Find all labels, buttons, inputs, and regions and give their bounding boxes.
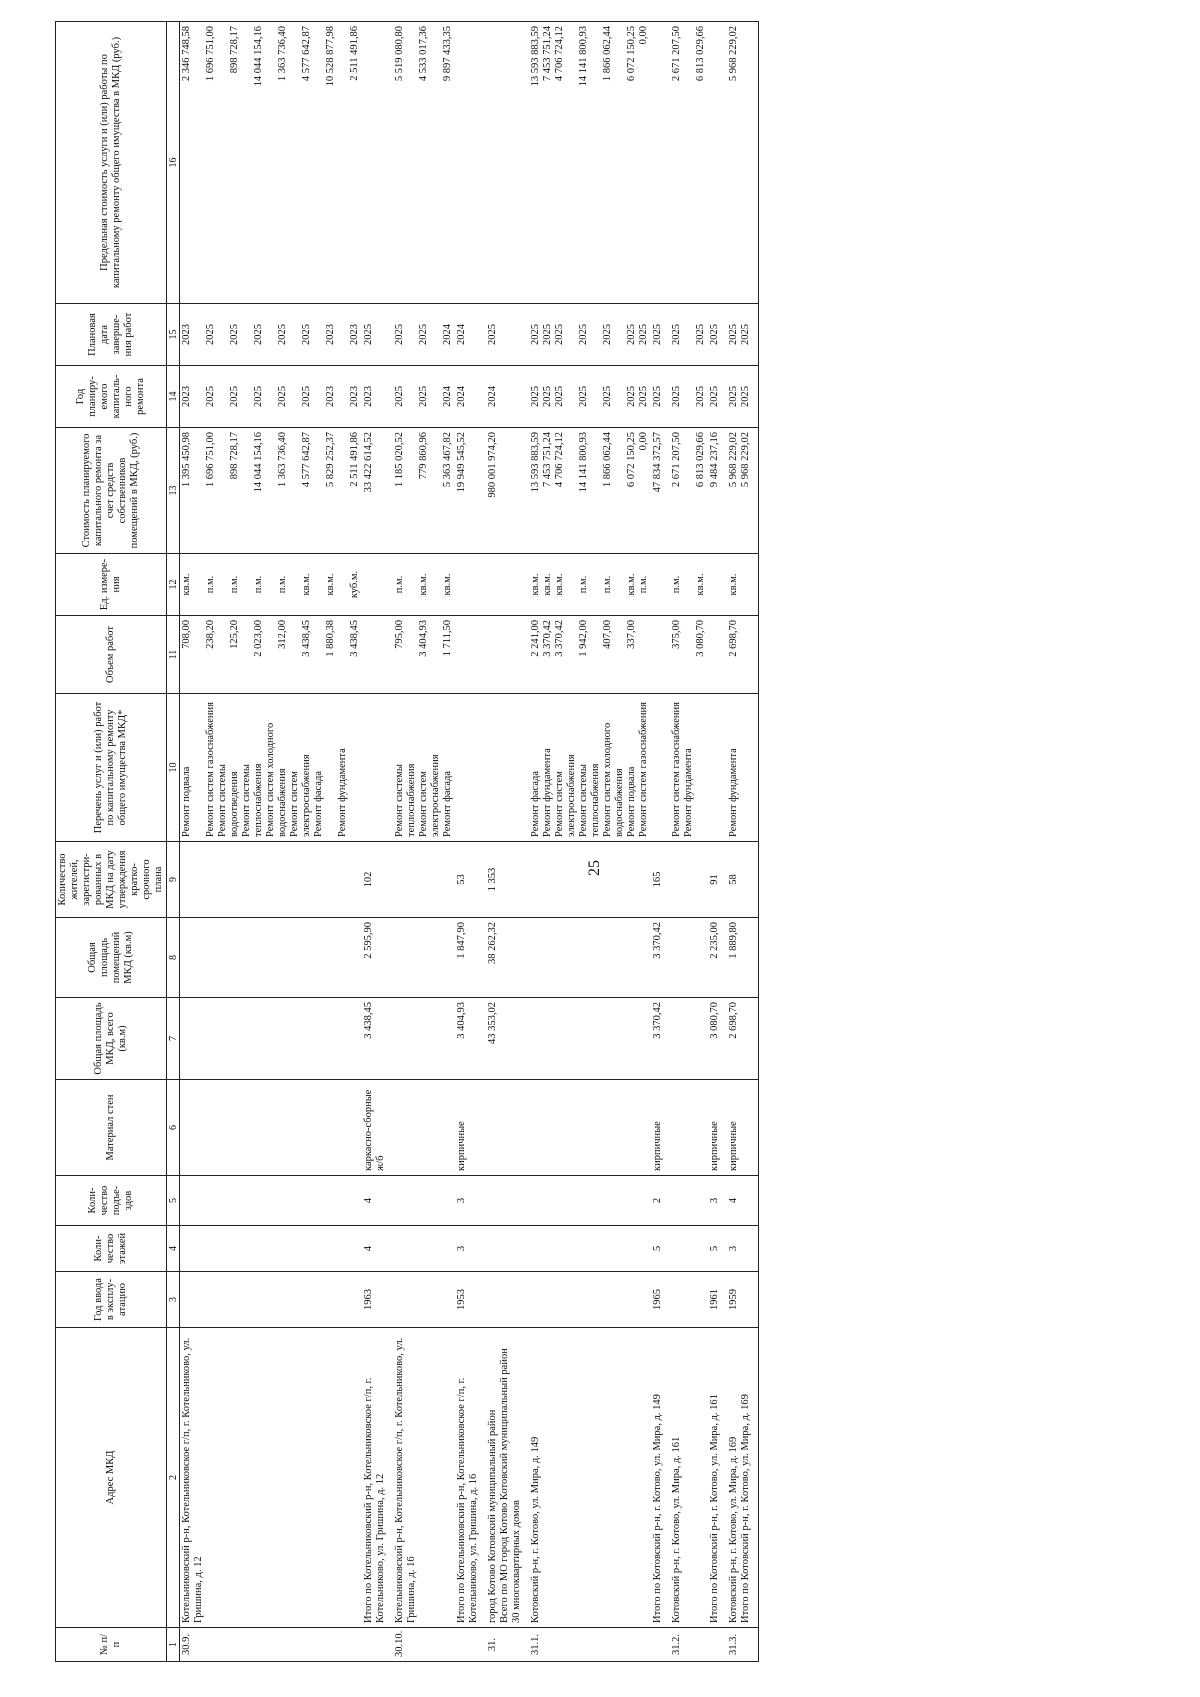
table-cell: 375,00 3 080,70 xyxy=(670,616,708,694)
table-cell: 2023 2025 2025 2025 2025 2025 2023 2023 xyxy=(180,304,363,366)
table-cell xyxy=(529,998,651,1080)
table-cell xyxy=(455,22,486,304)
table-cell xyxy=(529,1080,651,1176)
table-cell xyxy=(180,1226,363,1272)
table-cell xyxy=(670,1080,708,1176)
table-cell: 2025 xyxy=(708,304,727,366)
table-cell: 2 xyxy=(651,1176,670,1226)
table-cell xyxy=(529,1176,651,1226)
table-cell: 3 xyxy=(727,1226,759,1272)
table-cell xyxy=(393,1272,455,1328)
table-row xyxy=(180,22,363,1662)
table-cell: 4 xyxy=(362,1176,393,1226)
table-cell: кирпичные xyxy=(455,1080,486,1176)
column-header: Адрес МКД xyxy=(56,1328,167,1628)
table-cell: 5 xyxy=(651,1226,670,1272)
table-cell: Итого по Котовский р-н, г. Котово, ул. Мира, д. 161 xyxy=(708,1328,727,1628)
table-cell: 2025 2025 xyxy=(670,366,708,428)
column-number: 12 xyxy=(167,554,180,616)
table-cell xyxy=(180,1080,363,1176)
table-cell: 43 353,02 xyxy=(486,998,529,1080)
table-row xyxy=(486,22,529,1662)
table-cell: 3 370,42 xyxy=(651,918,670,998)
table-cell: 3 xyxy=(455,1226,486,1272)
table-cell xyxy=(670,1272,708,1328)
table-cell xyxy=(393,842,455,918)
table-cell: 2025 xyxy=(362,304,393,366)
column-number: 5 xyxy=(167,1176,180,1226)
table-cell: Ремонт фундамента xyxy=(727,694,759,842)
table-cell: 2023 2025 2025 2025 2025 2025 2023 2023 xyxy=(180,366,363,428)
column-header: № п/п xyxy=(56,1628,167,1662)
table-cell xyxy=(362,616,393,694)
column-number: 14 xyxy=(167,366,180,428)
column-number: 6 xyxy=(167,1080,180,1176)
table-cell xyxy=(455,694,486,842)
column-header: Коли-чество этажей xyxy=(56,1226,167,1272)
table-cell xyxy=(393,998,455,1080)
table-cell: 31.3. xyxy=(727,1628,759,1662)
table-cell: 3 080,70 xyxy=(708,998,727,1080)
table-cell: 5 968 229,02 5 968 229,02 xyxy=(727,428,759,554)
table-cell xyxy=(180,1176,363,1226)
column-number: 7 xyxy=(167,998,180,1080)
table-cell xyxy=(455,1628,486,1662)
table-cell: 3 404,93 xyxy=(455,998,486,1080)
table-cell xyxy=(529,1226,651,1272)
table-cell: 31. xyxy=(486,1628,529,1662)
table-cell xyxy=(651,616,670,694)
table-cell: 708,00 238,20 125,20 2 023,00 312,00 3 438,45 1 880,38 3 438,45 xyxy=(180,616,363,694)
table-cell: 1963 xyxy=(362,1272,393,1328)
column-header: Общая площадь МКД, всего (кв.м) xyxy=(56,998,167,1080)
table-cell xyxy=(486,616,529,694)
table-cell xyxy=(180,1272,363,1328)
table-cell: город Котово Котовский муниципальный район Всего по МО город Котово Котовский муниципальный район 30 многоквартирных домов xyxy=(486,1328,529,1628)
column-number: 9 xyxy=(167,842,180,918)
table-cell xyxy=(651,554,670,616)
table-row xyxy=(651,22,670,1662)
table-cell: Ремонт фасада Ремонт фундамента Ремонт систем электроснабжения Ремонт системы теплоснабжения Ремонт систем холодного водоснабжения Ремонт подвала Ремонт систем газоснабжения xyxy=(529,694,651,842)
table-cell: 13 593 883,59 7 453 751,24 4 706 724,12 14 141 800,93 1 866 062,44 6 072 150,25 0,00 xyxy=(529,428,651,554)
table-cell xyxy=(670,1176,708,1226)
table-cell: 2025 2025 2025 2025 2025 2025 2025 xyxy=(529,304,651,366)
table-cell: Ремонт систем газоснабжения Ремонт фундамента xyxy=(670,694,708,842)
table-cell: Котовский р-н, г. Котово, ул. Мира, д. 169 Итого по Котовский р-н, г. Котово, ул. Мира, д. 169 xyxy=(727,1328,759,1628)
table-cell: 2 595,90 xyxy=(362,918,393,998)
table-cell xyxy=(486,694,529,842)
table-cell: 1965 xyxy=(651,1272,670,1328)
table-cell: 2024 xyxy=(455,304,486,366)
table-cell xyxy=(708,616,727,694)
table-cell: 5 xyxy=(708,1226,727,1272)
table-cell: Итого по Котовский р-н, г. Котово, ул. Мира, д. 149 xyxy=(651,1328,670,1628)
column-header: Количество жителей, зарегистри-рованных в МКД на дату утверждения кратко-срочного плана xyxy=(56,842,167,918)
table-cell xyxy=(180,918,363,998)
table-cell: 30.10. xyxy=(393,1628,455,1662)
column-header: Коли-чество подъе-здов xyxy=(56,1176,167,1226)
table-cell: 2 671 207,50 6 813 029,66 xyxy=(670,22,708,304)
table-cell: п.м. кв.м. xyxy=(670,554,708,616)
table-cell: 1959 xyxy=(727,1272,759,1328)
table-body xyxy=(180,22,759,1662)
column-header: Ед. измере-ния xyxy=(56,554,167,616)
table-cell: 1 847,90 xyxy=(455,918,486,998)
table-cell: 31.2. xyxy=(670,1628,708,1662)
table-cell: 2025 2025 xyxy=(727,304,759,366)
table-cell: 4 xyxy=(727,1176,759,1226)
table-cell: Котельниковский р-н, Котельниковское г/п, г. Котельниково, ул. Гришина, д. 12 xyxy=(180,1328,363,1628)
table-cell xyxy=(362,554,393,616)
table-cell xyxy=(670,1226,708,1272)
table-cell: 2025 2025 2024 xyxy=(393,366,455,428)
column-number-row xyxy=(167,22,180,1662)
table-cell: 30.9. xyxy=(180,1628,363,1662)
table-cell: Котовский р-н, г. Котово, ул. Мира, д. 161 xyxy=(670,1328,708,1628)
table-cell: 2 346 748,58 1 696 751,00 898 728,17 14 044 154,16 1 363 736,40 4 577 642,87 10 528 877,98 2 511 491,86 xyxy=(180,22,363,304)
table-cell xyxy=(486,1226,529,1272)
table-cell xyxy=(486,1272,529,1328)
table-cell: 795,00 3 404,93 1 711,50 xyxy=(393,616,455,694)
table-cell: 3 438,45 xyxy=(362,998,393,1080)
table-cell xyxy=(486,1080,529,1176)
table-cell: каркасно-сборные ж/б xyxy=(362,1080,393,1176)
table-cell xyxy=(393,1080,455,1176)
table-cell xyxy=(670,998,708,1080)
table-cell: 2025 2025 xyxy=(670,304,708,366)
table-cell: 2025 xyxy=(708,366,727,428)
table-cell xyxy=(529,842,651,918)
table-cell xyxy=(393,918,455,998)
table-row xyxy=(393,22,455,1662)
column-number: 3 xyxy=(167,1272,180,1328)
table-cell: 13 593 883,59 7 453 751,24 4 706 724,12 14 141 800,93 1 866 062,44 6 072 150,25 0,00 xyxy=(529,22,651,304)
table-cell: кирпичные xyxy=(708,1080,727,1176)
table-cell: кв.м. п.м. п.м. п.м. п.м. кв.м. кв.м. куб.м. xyxy=(180,554,363,616)
column-number: 4 xyxy=(167,1226,180,1272)
column-number: 8 xyxy=(167,918,180,998)
column-number: 1 xyxy=(167,1628,180,1662)
table-cell: 1961 xyxy=(708,1272,727,1328)
column-header: Стоимость планируемого капитального ремонта за счет средств собственников помещений в МКД, (руб.) xyxy=(56,428,167,554)
table-cell: 2025 2025 2025 2025 2025 2025 2025 xyxy=(529,366,651,428)
table-cell: 3 370,42 xyxy=(651,998,670,1080)
table-cell: 2023 xyxy=(362,366,393,428)
table-cell xyxy=(486,554,529,616)
table-cell: 19 949 545,52 xyxy=(455,428,486,554)
column-header: Объем работ xyxy=(56,616,167,694)
table-cell xyxy=(529,1272,651,1328)
table-cell xyxy=(362,22,393,304)
table-cell xyxy=(486,22,529,304)
table-cell: 2 671 207,50 6 813 029,66 xyxy=(670,428,708,554)
table-cell: 33 422 614,52 xyxy=(362,428,393,554)
table-cell: Ремонт подвала Ремонт систем газоснабжения Ремонт системы водоотведения Ремонт системы теплоснабжения Ремонт систем холодного водоснабжения Ремонт систем электроснабжения Ремонт фасада Ремонт фундамента xyxy=(180,694,363,842)
table-cell: Ремонт системы теплоснабжения Ремонт систем электроснабжения Ремонт фасада xyxy=(393,694,455,842)
table-cell: 2 241,00 3 370,42 3 370,42 1 942,00 407,00 337,00 xyxy=(529,616,651,694)
table-cell xyxy=(362,694,393,842)
table-row xyxy=(529,22,651,1662)
table-cell xyxy=(393,1226,455,1272)
rotated-page xyxy=(55,22,1200,1662)
table-cell: Котовский р-н, г. Котово, ул. Мира, д. 149 xyxy=(529,1328,651,1628)
table-row xyxy=(455,22,486,1662)
table-cell: 58 xyxy=(727,842,759,918)
column-header: Плановая дата заверше-ния работ xyxy=(56,304,167,366)
table-cell xyxy=(455,616,486,694)
table-cell xyxy=(529,918,651,998)
table-cell xyxy=(708,554,727,616)
table-cell: 102 xyxy=(362,842,393,918)
table-cell xyxy=(651,1628,670,1662)
table-cell: Итого по Котельниковский р-н, Котельниковское г/п, г. Котельниково, ул. Гришина, д. 12 xyxy=(362,1328,393,1628)
column-number: 2 xyxy=(167,1328,180,1628)
table-cell: 38 262,32 xyxy=(486,918,529,998)
table-cell: 53 xyxy=(455,842,486,918)
column-header: Год планиру-емого капиталь-ного ремонта xyxy=(56,366,167,428)
table-cell: кв.м. xyxy=(727,554,759,616)
table-cell xyxy=(651,22,670,304)
table-cell: 2025 xyxy=(651,366,670,428)
table-cell: 31.1. xyxy=(529,1628,651,1662)
table-cell xyxy=(180,842,363,918)
table-cell: 2025 xyxy=(486,304,529,366)
table-cell: 2025 xyxy=(651,304,670,366)
table-cell xyxy=(670,918,708,998)
table-cell: п.м. кв.м. кв.м. xyxy=(393,554,455,616)
table-cell: 2024 xyxy=(486,366,529,428)
table-cell: 1 353 xyxy=(486,842,529,918)
table-cell: 2 698,70 xyxy=(727,998,759,1080)
table-cell xyxy=(651,694,670,842)
table-cell: кв.м. кв.м. кв.м. п.м. п.м. кв.м. п.м. xyxy=(529,554,651,616)
column-number: 11 xyxy=(167,616,180,694)
table-cell: 2 698,70 xyxy=(727,616,759,694)
table-cell: 2024 xyxy=(455,366,486,428)
table-cell: 980 001 974,20 xyxy=(486,428,529,554)
table-cell xyxy=(393,1176,455,1226)
table-cell: 1 185 020,52 779 860,96 5 363 467,82 xyxy=(393,428,455,554)
column-header: Перечень услуг и (или) работ по капитальному ремонту общего имущества МКД* xyxy=(56,694,167,842)
table-cell xyxy=(455,554,486,616)
table-cell xyxy=(708,22,727,304)
table-cell: 47 834 372,57 xyxy=(651,428,670,554)
table-cell: 1 889,80 xyxy=(727,918,759,998)
table-cell xyxy=(708,1628,727,1662)
table-cell xyxy=(708,694,727,842)
table-cell xyxy=(670,842,708,918)
column-number: 10 xyxy=(167,694,180,842)
column-header: Год ввода в эксплу-атацию xyxy=(56,1272,167,1328)
table-row xyxy=(362,22,393,1662)
page-number: 25 xyxy=(586,860,603,876)
table-cell: 1953 xyxy=(455,1272,486,1328)
table-cell: кирпичные xyxy=(651,1080,670,1176)
table-cell: 5 519 080,80 4 533 017,36 9 897 433,35 xyxy=(393,22,455,304)
table-row xyxy=(708,22,727,1662)
table-cell: 2025 2025 xyxy=(727,366,759,428)
table-cell: кирпичные xyxy=(727,1080,759,1176)
column-number: 13 xyxy=(167,428,180,554)
table-cell: 2 235,00 xyxy=(708,918,727,998)
header-row xyxy=(56,22,167,1662)
column-number: 15 xyxy=(167,304,180,366)
table-cell: 1 395 450,98 1 696 751,00 898 728,17 14 044 154,16 1 363 736,40 4 577 642,87 5 829 252,37 2 511 491,86 xyxy=(180,428,363,554)
column-header: Общая площадь помещений МКД (кв.м) xyxy=(56,918,167,998)
column-number: 16 xyxy=(167,22,180,304)
table-cell xyxy=(180,998,363,1080)
table-row xyxy=(670,22,708,1662)
column-header: Материал стен xyxy=(56,1080,167,1176)
table-row xyxy=(727,22,759,1662)
table-cell: Котельниковский р-н, Котельниковское г/п, г. Котельниково, ул. Гришина, д. 16 xyxy=(393,1328,455,1628)
capital-repair-table xyxy=(55,21,759,1662)
column-header: Предельная стоимость услуги и (или) работы по капитальному ремонту общего имущества в МКД (руб.) xyxy=(56,22,167,304)
table-cell: 9 484 237,16 xyxy=(708,428,727,554)
table-cell: 2025 2025 2024 xyxy=(393,304,455,366)
table-cell: 3 xyxy=(455,1176,486,1226)
table-cell: 4 xyxy=(362,1226,393,1272)
table-cell xyxy=(362,1628,393,1662)
table-cell: 165 xyxy=(651,842,670,918)
table-cell: 5 968 229,02 xyxy=(727,22,759,304)
table-cell xyxy=(486,1176,529,1226)
table-cell: Итого по Котельниковский р-н, Котельниковское г/п, г. Котельниково, ул. Гришина, д. 16 xyxy=(455,1328,486,1628)
table-cell: 3 xyxy=(708,1176,727,1226)
table-cell: 91 xyxy=(708,842,727,918)
